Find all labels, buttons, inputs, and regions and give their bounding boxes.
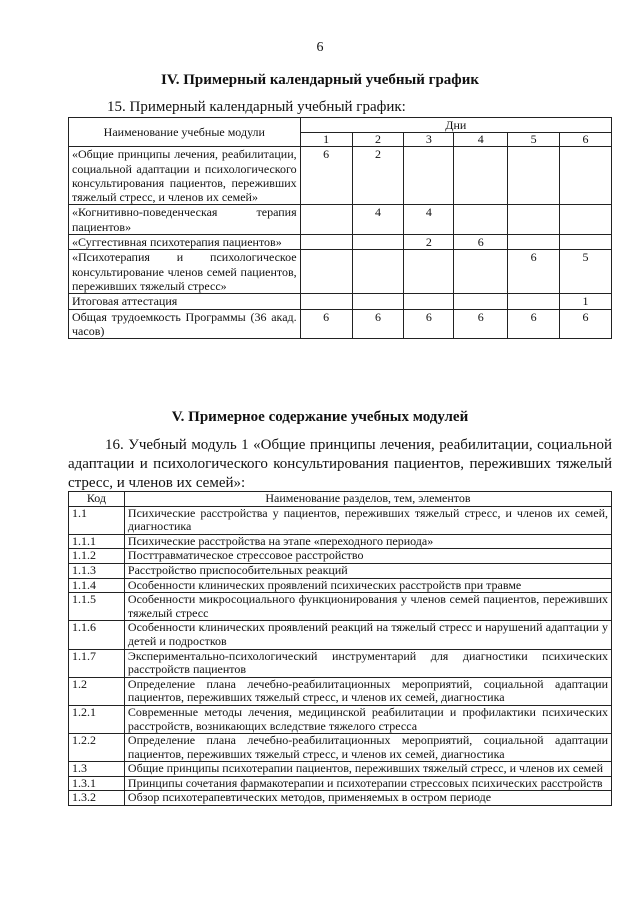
- table-row: [69, 593, 612, 621]
- calendar-schedule-table: [68, 117, 612, 339]
- code-cell: 1.1.1: [69, 534, 125, 549]
- code-cell: 1.3: [69, 762, 125, 777]
- day-number-header: 6: [560, 133, 612, 147]
- module-content-table: [68, 491, 612, 806]
- days-header: Дни: [300, 118, 611, 133]
- code-cell: 1.1: [69, 506, 125, 534]
- day-hours-cell: 4: [404, 205, 454, 235]
- table-row: [69, 309, 612, 339]
- day-hours-cell: 6: [300, 147, 352, 205]
- code-cell: 1.1.6: [69, 621, 125, 649]
- day-hours-cell: [300, 294, 352, 309]
- day-hours-cell: 6: [508, 250, 560, 294]
- code-cell: 1.3.2: [69, 791, 125, 806]
- section-name-cell: Принципы сочетания фармакотерапии и психотерапии стрессовых психических расстройств: [124, 776, 611, 791]
- section-name-cell: Определение плана лечебно-реабилитационных мероприятий, социальной адаптации пациентов, переживших тяжелый стресс, и членов их семей, диагностика: [124, 677, 611, 705]
- table-row: [69, 791, 612, 806]
- day-hours-cell: 4: [352, 205, 404, 235]
- day-hours-cell: [560, 205, 612, 235]
- day-hours-cell: [352, 235, 404, 250]
- day-hours-cell: 6: [454, 309, 508, 339]
- module-name-header: Наименование учебные модули: [69, 118, 301, 147]
- day-hours-cell: [404, 147, 454, 205]
- table-row: [69, 534, 612, 549]
- table-row: [69, 205, 612, 235]
- section-name-cell: Определение плана лечебно-реабилитационных мероприятий, социальной адаптации пациентов, переживших тяжелый стресс, и членов их семей, диагностика: [124, 734, 611, 762]
- code-cell: 1.2: [69, 677, 125, 705]
- code-cell: 1.1.3: [69, 563, 125, 578]
- section-4-heading: IV. Примерный календарный учебный график: [161, 72, 479, 88]
- code-cell: 1.2.1: [69, 705, 125, 733]
- table-row: [69, 563, 612, 578]
- day-hours-cell: [454, 250, 508, 294]
- day-hours-cell: 6: [560, 309, 612, 339]
- code-cell: 1.1.4: [69, 578, 125, 593]
- day-hours-cell: [404, 294, 454, 309]
- code-cell: 1.2.2: [69, 734, 125, 762]
- module-name-cell: Общая трудоемкость Программы (36 акад. часов): [69, 309, 301, 339]
- day-number-header: 4: [454, 133, 508, 147]
- day-hours-cell: [560, 235, 612, 250]
- section-name-cell: Расстройство приспособительных реакций: [124, 563, 611, 578]
- table-row: [69, 705, 612, 733]
- table-row: [69, 649, 612, 677]
- day-hours-cell: [454, 205, 508, 235]
- section-name-cell: Общие принципы психотерапии пациентов, переживших тяжелый стресс, и членов их семей: [124, 762, 611, 777]
- day-number-header: 1: [300, 133, 352, 147]
- code-cell: 1.1.5: [69, 593, 125, 621]
- day-hours-cell: [560, 147, 612, 205]
- section-4-paragraph: 15. Примерный календарный учебный график:: [107, 99, 406, 115]
- section-5-paragraph: 16. Учебный модуль 1 «Общие принципы лечения, реабилитации, социальной адаптации и психологического консультирования пациентов, переживших тяжелый стресс, и членов их семей»:: [68, 437, 612, 491]
- table-row: [69, 250, 612, 294]
- table-row: [69, 578, 612, 593]
- code-cell: 1.1.2: [69, 549, 125, 564]
- day-hours-cell: [352, 250, 404, 294]
- module-name-cell: «Когнитивно-поведенческая терапия пациентов»: [69, 205, 301, 235]
- page-number: 6: [316, 40, 324, 55]
- table-row: [69, 734, 612, 762]
- table-row: [69, 762, 612, 777]
- section-name-header: Наименование разделов, тем, элементов: [124, 492, 611, 507]
- day-number-header: 5: [508, 133, 560, 147]
- code-header: Код: [69, 492, 125, 507]
- code-cell: 1.3.1: [69, 776, 125, 791]
- day-hours-cell: 6: [508, 309, 560, 339]
- section-name-cell: Современные методы лечения, медицинской реабилитации и профилактики психических расстройств, возникающих вследствие тяжелого стресса: [124, 705, 611, 733]
- day-hours-cell: [300, 205, 352, 235]
- table-row: [69, 549, 612, 564]
- module-name-cell: «Общие принципы лечения, реабилитации, социальной адаптации и психологического консультирования пациентов, переживших тяжелый стресс, и членов их семей»: [69, 147, 301, 205]
- section-name-cell: Психические расстройства у пациентов, переживших тяжелый стресс, и членов их семей, диагностика: [124, 506, 611, 534]
- section-name-cell: Экспериментально-психологический инструментарий для диагностики психических расстройств пациентов: [124, 649, 611, 677]
- section-5-heading: V. Примерное содержание учебных модулей: [171, 409, 469, 425]
- table-row: [69, 677, 612, 705]
- section-name-cell: Особенности микросоциального функционирования у членов семей пациентов, переживших тяжелый стресс: [124, 593, 611, 621]
- table-row: [69, 621, 612, 649]
- table-row: [69, 147, 612, 205]
- day-hours-cell: 2: [404, 235, 454, 250]
- day-hours-cell: [508, 147, 560, 205]
- section-name-cell: Особенности клинических проявлений психических расстройств при травме: [124, 578, 611, 593]
- day-hours-cell: [404, 250, 454, 294]
- day-number-header: 3: [404, 133, 454, 147]
- day-hours-cell: [300, 250, 352, 294]
- table-row: [69, 506, 612, 534]
- section-name-cell: Особенности клинических проявлений реакций на тяжелый стресс и нарушений адаптации у детей и подростков: [124, 621, 611, 649]
- day-hours-cell: 5: [560, 250, 612, 294]
- day-hours-cell: [508, 294, 560, 309]
- day-hours-cell: [300, 235, 352, 250]
- day-hours-cell: 6: [352, 309, 404, 339]
- table-row: [69, 235, 612, 250]
- day-hours-cell: [352, 294, 404, 309]
- day-hours-cell: [454, 147, 508, 205]
- day-hours-cell: [508, 235, 560, 250]
- section-name-cell: Обзор психотерапевтических методов, применяемых в остром периоде: [124, 791, 611, 806]
- module-name-cell: «Психотерапия и психологическое консультирование членов семей пациентов, переживших тяжелый стресс»: [69, 250, 301, 294]
- day-hours-cell: 6: [300, 309, 352, 339]
- table-row: [69, 776, 612, 791]
- day-hours-cell: 6: [454, 235, 508, 250]
- module-name-cell: «Суггестивная психотерапия пациентов»: [69, 235, 301, 250]
- day-hours-cell: 1: [560, 294, 612, 309]
- module-name-cell: Итоговая аттестация: [69, 294, 301, 309]
- day-hours-cell: 2: [352, 147, 404, 205]
- day-number-header: 2: [352, 133, 404, 147]
- section-name-cell: Посттравматическое стрессовое расстройство: [124, 549, 611, 564]
- section-name-cell: Психические расстройства на этапе «переходного периода»: [124, 534, 611, 549]
- day-hours-cell: [454, 294, 508, 309]
- day-hours-cell: [508, 205, 560, 235]
- day-hours-cell: 6: [404, 309, 454, 339]
- table-row: [69, 294, 612, 309]
- code-cell: 1.1.7: [69, 649, 125, 677]
